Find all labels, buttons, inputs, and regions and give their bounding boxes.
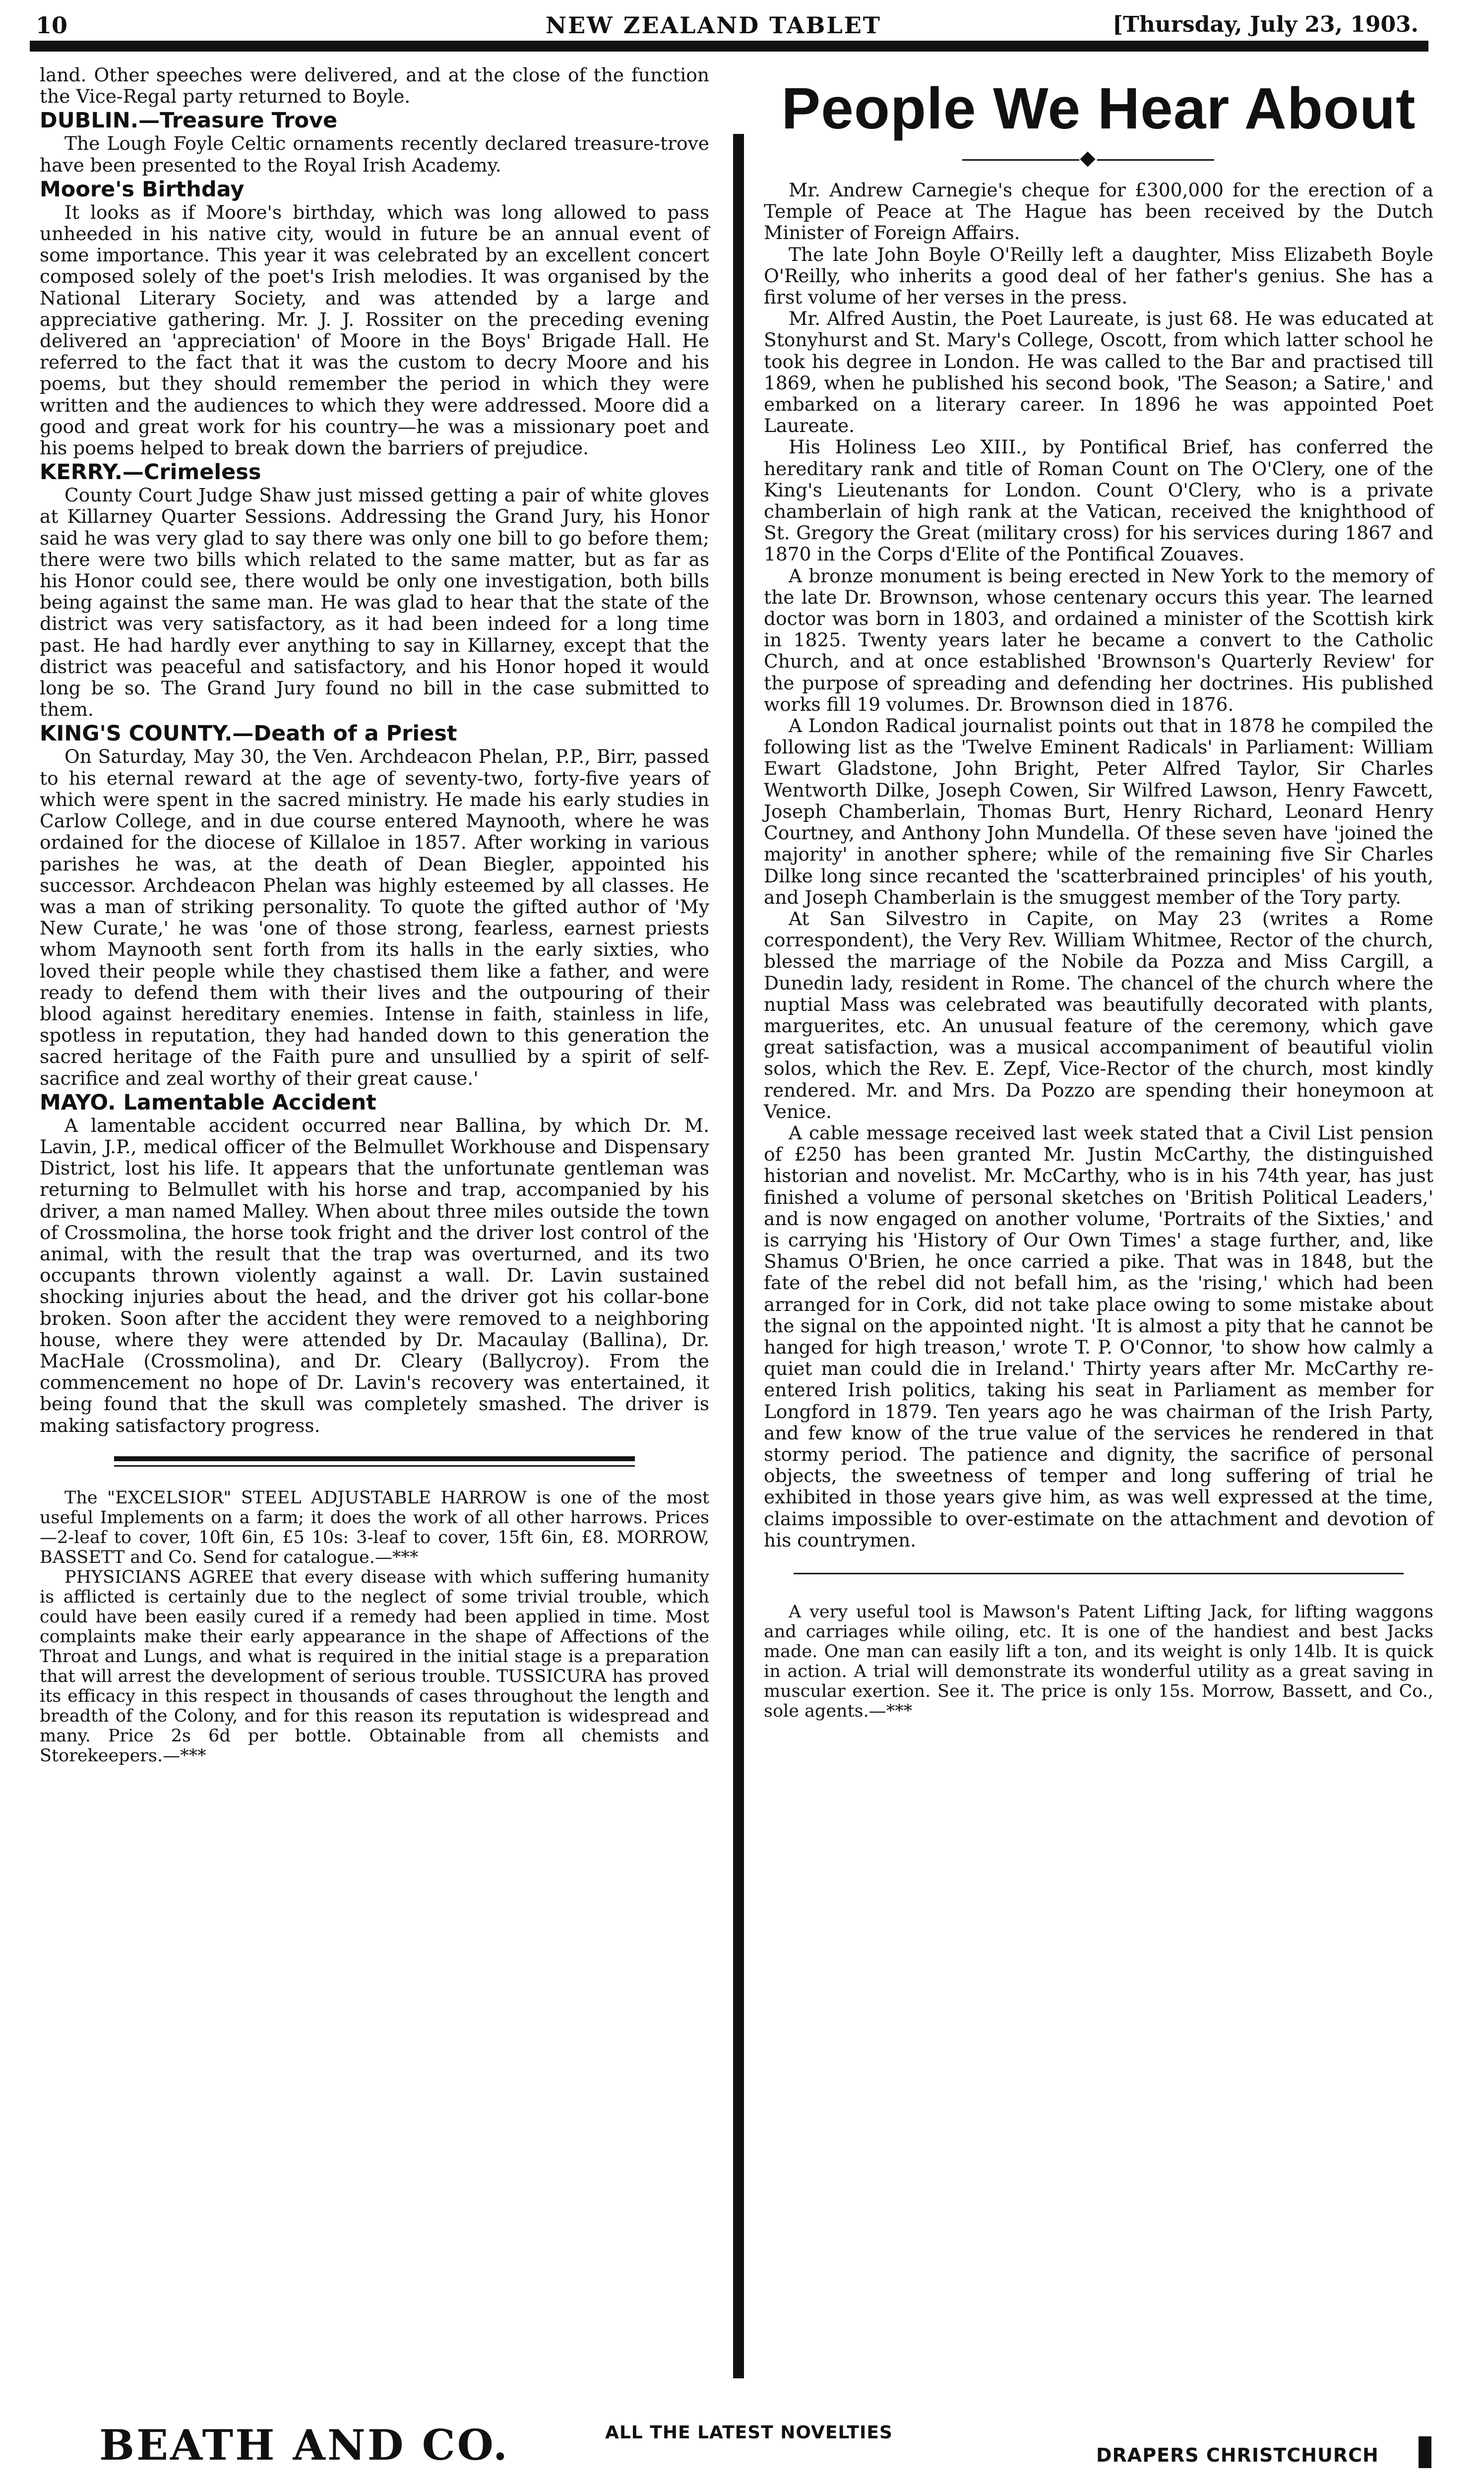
mayo-paragraph: A lamentable accident occurred near Ballina, by which Dr. M. Lavin, J.P., medical officer of the Belmullet Workhouse and Dispensary District, lost his life. It appears that the unfortunate gentleman was returning to Belmullet with his horse and trap, accompanied by his driver, a man named Malley. When about three miles outside the town of Crossmolina, the horse took fright and the driver lost control of the animal, with the result that the trap was overturned, and its two occupants thrown violently against a wall. Dr. Lavin sustained shocking injuries about the head, and the driver got his collar-bone broken. Soon after the accident they were removed to a neighboring house, where they were attended by Dr. Macaulay (Ballina), Dr. MacHale (Crossmolina), and Dr. Cleary (Ballycroy). From the commencement no hope of Dr. Lavin's recovery was entertained, it being found that the skull was completely smashed. The driver is making satisfactory progress. <box>40 1114 709 1436</box>
page-footer <box>30 2420 1438 2475</box>
kerry-heading: KERRY.—Crimeless <box>40 460 261 485</box>
austin-paragraph: Mr. Alfred Austin, the Poet Laureate, is just 68. He was educated at Stonyhurst and St. Mary's College, Oscott, from which latter school he took his degree in London. He was called to the Bar and practised till 1869, when he published his second book, 'The Season; a Satire,' and embarked on a literary career. In 1896 he was appointed Poet Laureate. <box>764 308 1433 437</box>
kings-county-paragraph: On Saturday, May 30, the Ven. Archdeacon Phelan, P.P., Birr, passed to his eternal reward at the age of seventy-two, forty-five years of which were spent in the sacred ministry. He made his early studies in Carlow College, and in due course entered Maynooth, where he was ordained for the diocese of Killaloe in 1857. After working in various parishes he was, at the death of Dean Biegler, appointed his successor. Archdeacon Phelan was highly esteemed by all classes. He was a man of striking personality. To quote the gifted author of 'My New Curate,' he was 'one of those strong, fearless, earnest priests whom Maynooth sent forth from its halls in the early sixties, who loved their people while they chastised them like a father, and were ready to defend them with their lives and the outpouring of their blood against hereditary enemies. Intense in faith, stainless in life, spotless in reputation, they had handed down to this generation the sacred heritage of the Faith pure and unsullied by a spirit of self-sacrifice and zeal worthy of their great cause.' <box>40 745 709 1089</box>
ornament-line-left <box>962 159 1079 161</box>
footer-drapers: DRAPERS CHRISTCHURCH <box>1096 2444 1379 2466</box>
kerry-paragraph: County Court Judge Shaw just missed getting a pair of white gloves at Killarney Quarter Sessions. Addressing the Grand Jury, his Honor said he was very glad to say there was only one bill to go before them; there were two bills which related to the same matter, but as far as his Honor could see, there would be only one investigation, both bills being against the same man. He was glad to hear that the state of the district was very satisfactory, as it had been indeed for a long time past. He had hardly ever anything to say in Killarney, except that the district was peaceful and satisfactory, and his Honor hoped it would long be so. The Grand Jury found no bill in the case submitted to them. <box>40 484 709 721</box>
rule-thick <box>114 1456 635 1461</box>
moore-heading: Moore's Birthday <box>40 177 245 202</box>
ornament-diamond-icon <box>1080 151 1095 167</box>
footer-block-mark <box>1419 2436 1431 2468</box>
headline-ornament <box>764 146 1433 174</box>
dublin-heading: DUBLIN.—Treasure Trove <box>40 108 338 133</box>
right-column <box>764 64 1433 1721</box>
footer-tagline: ALL THE LATEST NOVELTIES <box>605 2422 893 2443</box>
wedding-paragraph: At San Silvestro in Capite, on May 23 (writes a Rome correspondent), the Very Rev. William Whitmee, Rector of the church, blessed the marriage of the Nobile da Pozza and Miss Cargill, a Dunedin lady, resident in Rome. The chancel of the church where the nuptial Mass was celebrated was beautifully decorated with plants, marguerites, etc. An unusual feature of the ceremony, which gave great satisfaction, was a musical accompaniment of beautiful violin solos, which the Rev. E. Zepf, Vice-Rector of the church, most kindly rendered. Mr. and Mrs. Da Pozzo are spending their honeymoon at Venice. <box>764 907 1433 1122</box>
kings-county-heading: KING'S COUNTY.—Death of a Priest <box>40 721 457 746</box>
intro-paragraph: land. Other speeches were delivered, and at the close of the function the Vice-Regal party returned to Boyle. <box>40 64 709 108</box>
brownson-paragraph: A bronze monument is being erected in New York to the memory of the late Dr. Brownson, whose centenary occurs this year. The learned doctor was born in 1803, and ordained a minister of the Scottish kirk in 1825. Twenty years later he became a convert to the Catholic Church, and at once established 'Brownson's Quarterly Review' for the purpose of spreading and defending her doctrines. His published works fill 19 volumes. Dr. Brownson died in 1876. <box>764 564 1433 715</box>
section-rule-right <box>794 1573 1404 1574</box>
issue-date: [Thursday, July 23, 1903. <box>1113 12 1419 37</box>
mccarthy-paragraph: A cable message received last week stated that a Civil List pension of £250 has been granted Mr. Justin McCarthy, the distinguished historian and novelist. Mr. McCarthy, who is in his 74th year, has just finished a volume of personal sketches on 'British Political Leaders,' and is now engaged on another volume, 'Portraits of the Sixties,' and is carrying his 'History of Our Own Times' a stage further, and, like Shamus O'Brien, he once carried a pike. That was in 1848, but the fate of the rebel did not befall him, as the 'rising,' which had been arranged for in Cork, did not take place owing to some mistake about the signal on the appointed night. 'It is almost a pity that he cannot be hanged for high treason,' wrote T. P. O'Connor, 'to show how calmly a quiet man could die in Ireland.' Thirty years after Mr. McCarthy re-entered Irish politics, taking his seat in Parliament as member for Longford in 1879. Ten years ago he was chairman of the Irish Party, and few know of the true value of the services he rendered in that stormy period. The patience and dignity, the sacrifice of personal objects, the sweetness of temper and long suffering of trial he exhibited in those years give him, as was well expressed at the time, claims impossible to over-estimate on the attachment and devotion of his countrymen. <box>764 1121 1433 1551</box>
newspaper-title: NEW ZEALAND TABLET <box>546 12 882 39</box>
rule-thin <box>114 1465 635 1467</box>
header-rule <box>30 41 1428 52</box>
oreilly-paragraph: The late John Boyle O'Reilly left a daughter, Miss Elizabeth Boyle O'Reilly, who inherits a good deal of her father's genius. She has a first volume of her verses in the press. <box>764 243 1433 309</box>
people-headline: People We Hear About <box>781 76 1416 141</box>
radicals-paragraph: A London Radical journalist points out that in 1878 he compiled the following list as the 'Twelve Eminent Radicals' in Parliament: William Ewart Gladstone, John Bright, Peter Alfred Taylor, Sir Charles Wentworth Dilke, Joseph Cowen, Sir Wilfred Lawson, Henry Fawcett, Joseph Chamberlain, Thomas Burt, Henry Richard, Leonard Henry Courtney, and Anthony John Mundella. Of these seven have 'joined the majority' in another sphere; while of the remaining five Sir Charles Dilke long since recanted the 'scatterbrained principles' of his youth, and Joseph Chamberlain is the smuggest member of the Tory party. <box>764 715 1433 908</box>
tussicura-advertisement: PHYSICIANS AGREE that every disease with which suffering humanity is afflicted is certainly due to the neglect of some trivial trouble, which could have been easily cured if a remedy had been applied in time. Most complaints make their early appearance in the shape of Affections of the Throat and Lungs, and what is required in the initial stage is a preparation that will arrest the development of serious trouble. TUSSICURA has proved its efficacy in this respect in thousands of cases throughout the length and breadth of the Colony, and for this reason its reputation is widespread and many. Price 2s 6d per bottle. Obtainable from all chemists and Storekeepers.—*** <box>40 1567 709 1766</box>
lifting-jack-advertisement: A very useful tool is Mawson's Patent Lifting Jack, for lifting waggons and carriages while oiling, etc. It is one of the handiest and best Jacks made. One man can easily lift a ton, and its weight is only 14lb. It is quick in action. A trial will demonstrate its wonderful utility as a great saving in muscular exertion. See it. The price is only 15s. Morrow, Bassett, and Co., sole agents.—*** <box>764 1602 1433 1721</box>
section-rule <box>40 1456 709 1471</box>
oclery-paragraph: His Holiness Leo XIII., by Pontifical Brief, has conferred the hereditary rank and title of Roman Count on The O'Clery, one of the King's Lieutenants for London. Count O'Clery, who is a private chamberlain of high rank at the Vatican, received the knighthood of St. Gregory the Great (military cross) for his services during 1867 and 1870 in the Corps d'Elite of the Pontifical Zouaves. <box>764 436 1433 565</box>
moore-paragraph: It looks as if Moore's birthday, which was long allowed to pass unheeded in his native city, would in future be an annual event of some importance. This year it was celebrated by an excellent concert composed solely of the poet's Irish melodies. It was organised by the National Literary Society, and was attended by a large and appreciative gathering. Mr. J. J. Rossiter on the preceding evening delivered an 'appreciation' of Moore in the Boys' Brigade Hall. He referred to the fact that it was the custom to decry Moore and his poems, but they should remember the period in which they were written and the audiences to which they were addressed. Moore did a good and great work for his country—he was a missionary poet and his poems helped to break down the barriers of prejudice. <box>40 201 709 459</box>
ornament-line-right <box>1097 159 1214 161</box>
mayo-heading: MAYO. Lamentable Accident <box>40 1090 376 1115</box>
column-divider <box>733 134 744 2378</box>
carnegie-paragraph: Mr. Andrew Carnegie's cheque for £300,000 for the erection of a Temple of Peace at The Hague has been received by the Dutch Minister of Foreign Affairs. <box>764 179 1433 244</box>
page-number: 10 <box>36 12 68 39</box>
dublin-paragraph: The Lough Foyle Celtic ornaments recently declared treasure-trove have been presented to the Royal Irish Academy. <box>40 132 709 176</box>
footer-brand: BEATH AND CO. <box>99 2420 510 2470</box>
left-column <box>40 64 709 1766</box>
page-header <box>30 7 1428 42</box>
harrow-advertisement: The "EXCELSIOR" STEEL ADJUSTABLE HARROW is one of the most useful Implements on a farm; it does the work of all other harrows. Prices—2-leaf to cover, 10ft 6in, £5 10s: 3-leaf to cover, 15ft 6in, £8. MORROW, BASSETT and Co. Send for catalogue.—*** <box>40 1488 709 1567</box>
